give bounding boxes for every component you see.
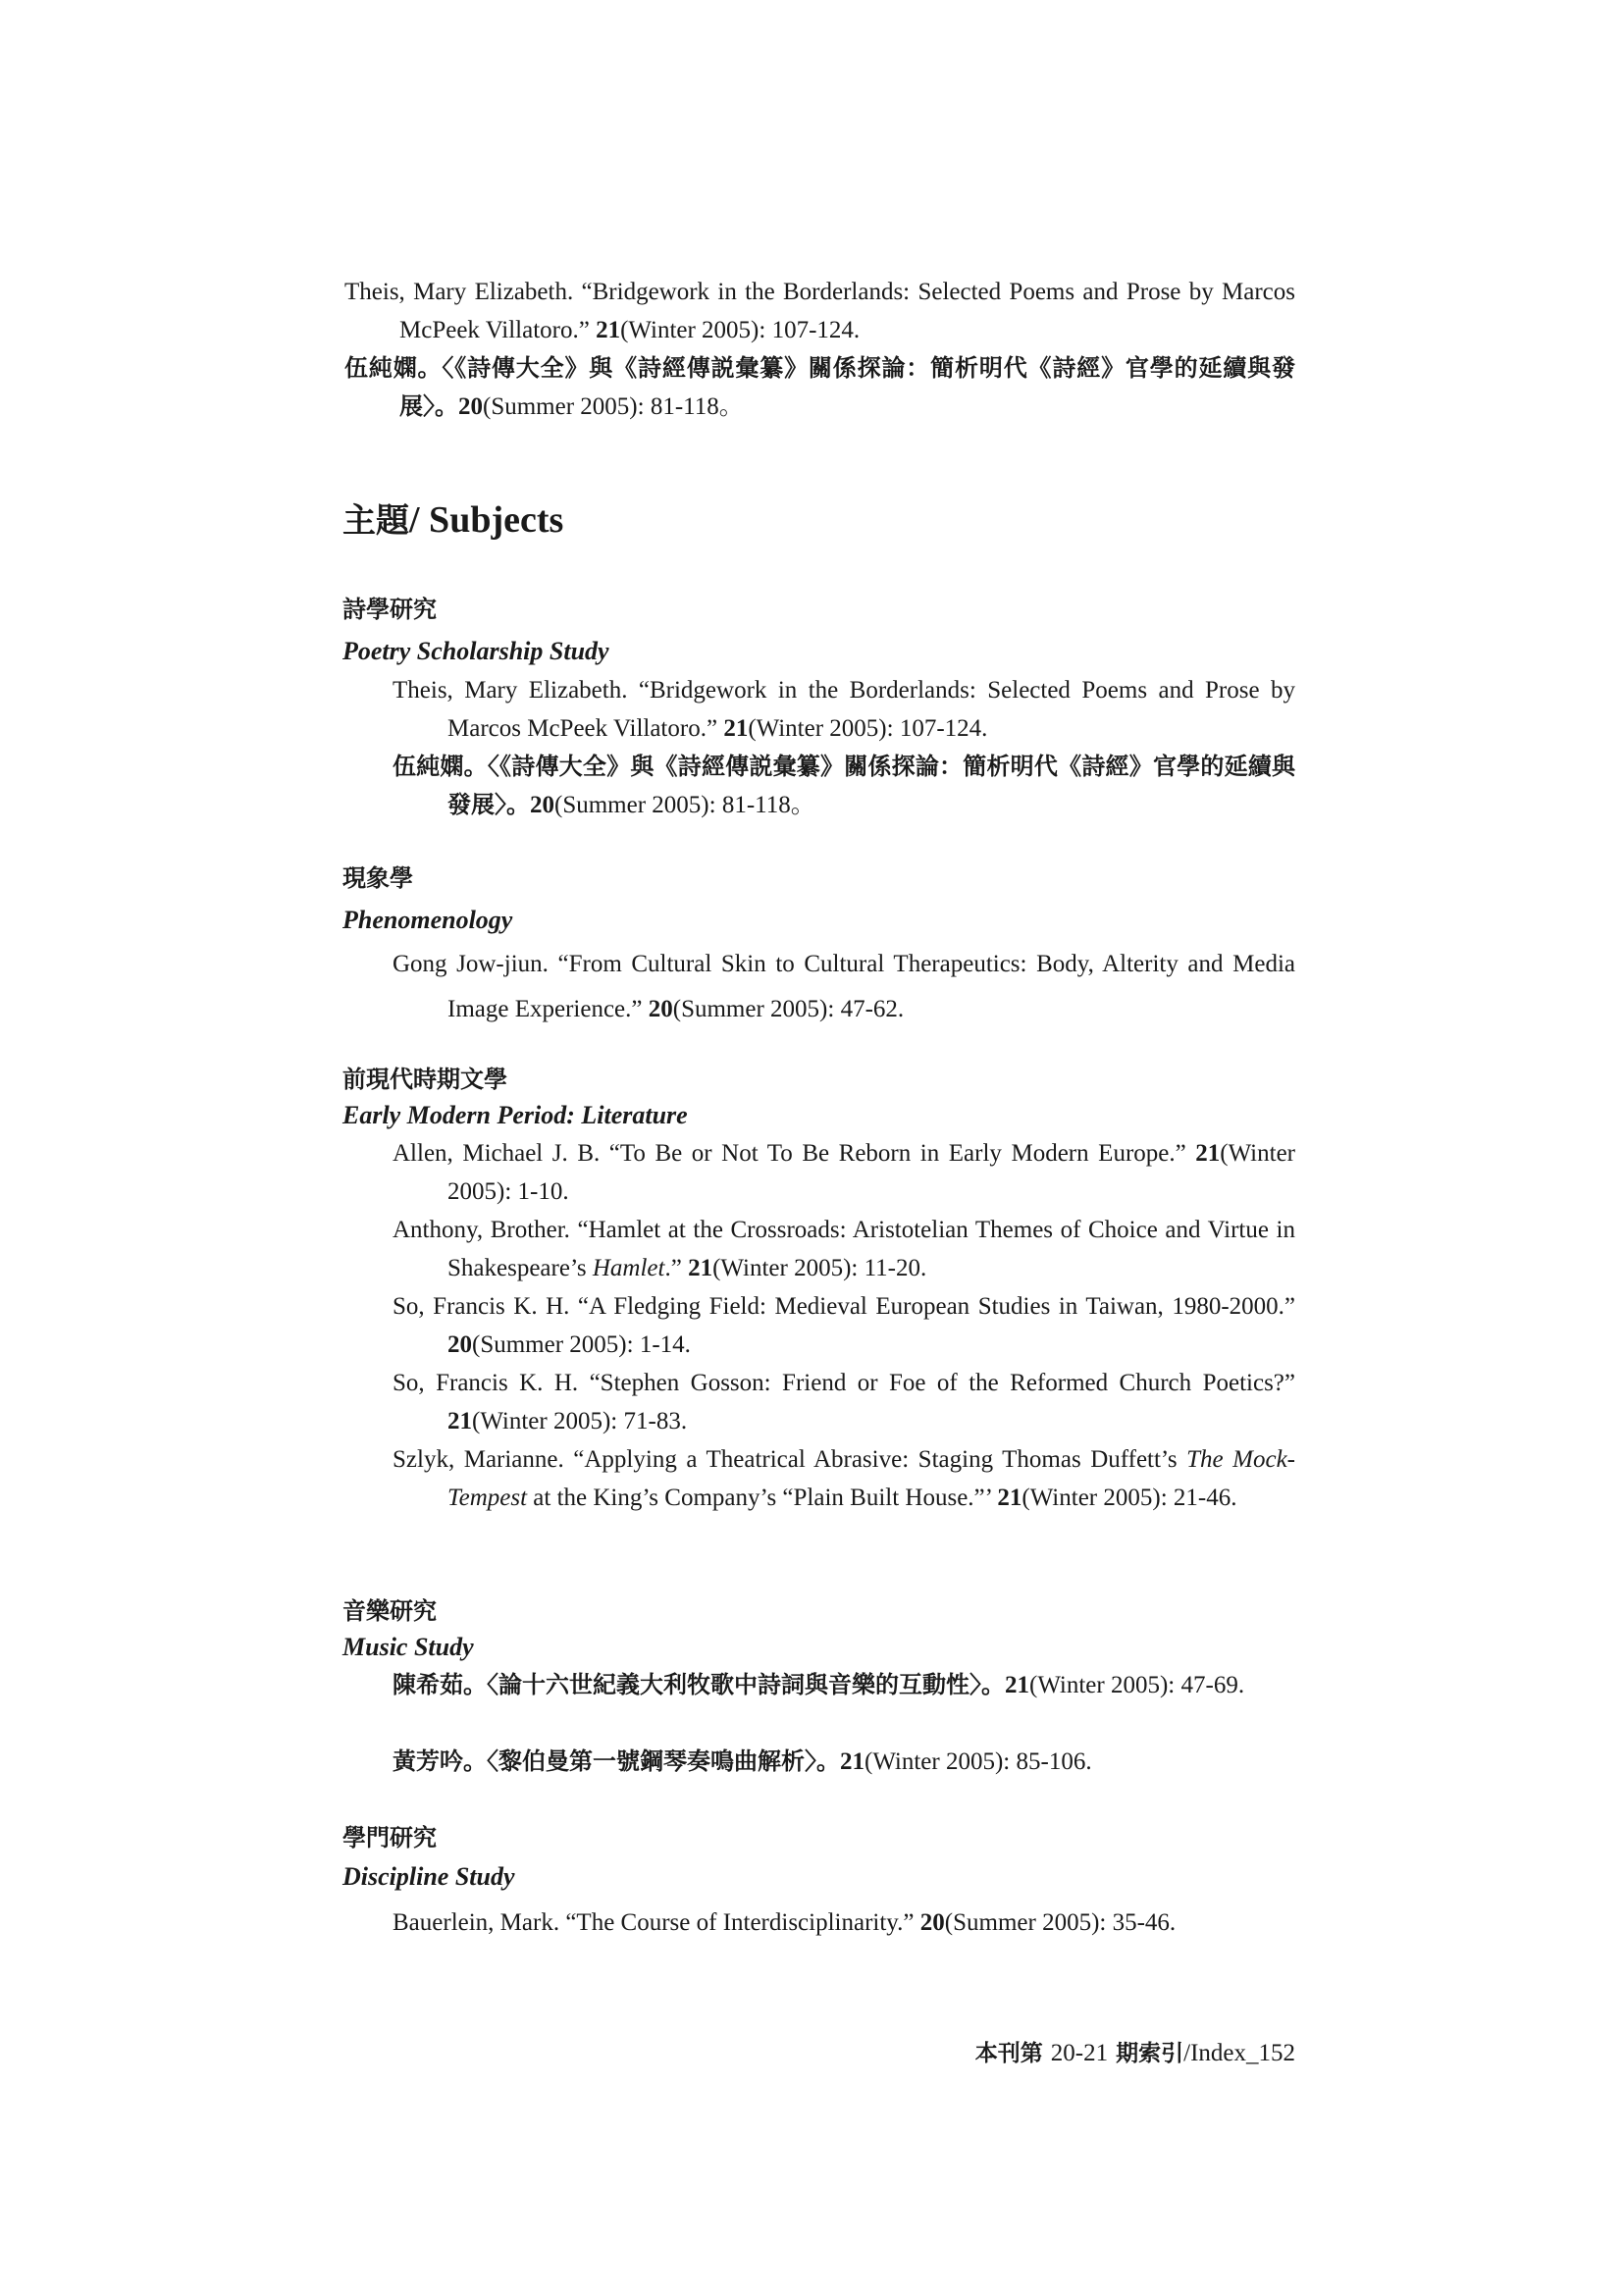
subject-heading-zh: 音樂研究 (342, 1597, 437, 1625)
entry-text: 伍純嫻。〈《詩傳大全》與《詩經傳説彙纂》關係探論：簡析明代《詩經》官學的延續與發展〉。 (344, 354, 1295, 420)
subject-heading-en: Phenomenology (342, 906, 513, 934)
bib-entry (393, 942, 1295, 1032)
entry-volume: 21 (997, 1485, 1022, 1511)
subject-heading-en: Music Study (342, 1633, 474, 1661)
entry-details: (Winter 2005): 107-124. (620, 317, 861, 343)
entry-volume: 21 (1195, 1140, 1221, 1167)
subject-heading-en: Discipline Study (342, 1862, 515, 1891)
footer-index: /Index_152 (1183, 2040, 1295, 2066)
entry-details: (Summer 2005): 81-118。 (483, 393, 744, 420)
entry-volume: 21 (688, 1255, 713, 1281)
subject-heading-en: Poetry Scholarship Study (342, 637, 609, 665)
subject-heading-zh: 詩學研究 (342, 596, 437, 623)
entry-details: (Winter 2005): 47-69. (1029, 1672, 1245, 1698)
entry-details: (Summer 2005): 1-14. (472, 1331, 691, 1358)
entry-text: Bauerlein, Mark. “The Course of Interdisciplinarity.” (393, 1909, 920, 1936)
bib-entry (393, 1364, 1295, 1440)
section-heading-zh: 主題 (342, 501, 409, 541)
entry-text: So, Francis K. H. “Stephen Gosson: Friend or Foe of the Reformed Church Poetics?” (393, 1370, 1295, 1396)
entry-volume: 20 (530, 792, 554, 818)
entry-italic-title: Hamlet (592, 1255, 665, 1281)
subject-heading-zh: 前現代時期文學 (342, 1066, 507, 1093)
bib-entry (393, 1134, 1295, 1211)
entry-details: (Summer 2005): 35-46. (944, 1909, 1177, 1936)
entry-details: (Winter 2005): 71-83. (472, 1408, 688, 1434)
bib-entry (393, 1743, 1295, 1781)
bib-entry (344, 349, 1295, 426)
entry-volume: 21 (723, 715, 749, 742)
bib-entry (344, 273, 1295, 349)
bib-entry (393, 1211, 1295, 1287)
entry-text: Theis, Mary Elizabeth. “Bridgework in the Borderlands: Selected Poems and Prose by Marcos McPeek Villatoro.” (393, 677, 1295, 742)
entry-details: (Winter 2005): 1-10. (447, 1140, 1295, 1205)
subject-heading-en: Early Modern Period: Literature (342, 1101, 688, 1129)
entry-details: (Winter 2005): 85-106. (864, 1748, 1092, 1775)
entry-details: (Summer 2005): 81-118。 (554, 792, 815, 818)
entry-volume: 20 (648, 996, 673, 1022)
entry-volume: 20 (458, 393, 483, 420)
entry-details: (Summer 2005): 47-62. (672, 996, 905, 1022)
entry-text: Allen, Michael J. B. “To Be or Not To Be Reborn in Early Modern Europe.” (393, 1140, 1196, 1167)
entry-italic-title: The Mock-Tempest (447, 1446, 1296, 1511)
footer-zh-prefix: 本刊第 (974, 2041, 1051, 2066)
entry-text: Anthony, Brother. “Hamlet at the Crossroads: Aristotelian Themes of Choice and Virtue in Shakespeare’s (393, 1217, 1295, 1281)
subject-heading-zh: 現象學 (342, 864, 413, 892)
entry-volume: 20 (447, 1331, 472, 1358)
footer-zh-suffix: 期索引 (1108, 2041, 1184, 2066)
entry-details: (Winter 2005): 107-124. (748, 715, 988, 742)
entry-text: 伍純嫻。〈《詩傳大全》與《詩經傳説彙纂》關係探論：簡析明代《詩經》官學的延續與發展〉。 (393, 753, 1295, 818)
entry-text-cont: .” (664, 1255, 689, 1281)
entry-details: (Winter 2005): 21-46. (1022, 1485, 1237, 1511)
bib-entry (393, 1666, 1295, 1704)
entry-volume: 21 (1005, 1672, 1029, 1698)
subject-heading-zh: 學門研究 (342, 1824, 437, 1851)
entry-text: So, Francis K. H. “A Fledging Field: Medieval European Studies in Taiwan, 1980-2000.” (393, 1293, 1295, 1320)
entry-text-cont: at the King’s Company’s “Plain Built House.”’ (527, 1485, 998, 1511)
entry-text: 陳希茹。〈論十六世紀義大利牧歌中詩詞與音樂的互動性〉。 (393, 1671, 1005, 1698)
entry-volume: 21 (447, 1408, 472, 1434)
entry-text: Gong Jow-jiun. “From Cultural Skin to Cultural Therapeutics: Body, Alterity and Media Image Experience.” (393, 951, 1295, 1022)
entry-details: (Winter 2005): 11-20. (712, 1255, 927, 1281)
entry-text: Theis, Mary Elizabeth. “Bridgework in the Borderlands: Selected Poems and Prose by Marcos McPeek Villatoro.” (344, 279, 1295, 343)
entry-text: 黃芳吟。〈黎伯曼第一號鋼琴奏鳴曲解析〉。 (393, 1747, 840, 1775)
section-heading (342, 496, 563, 545)
bib-entry (393, 1903, 1295, 1942)
page-footer (975, 2037, 1295, 2070)
bib-entry (393, 748, 1295, 824)
bib-entry (393, 1440, 1296, 1517)
section-heading-en: / Subjects (409, 499, 564, 541)
footer-range: 20-21 (1050, 2040, 1109, 2066)
entry-text: Szlyk, Marianne. “Applying a Theatrical Abrasive: Staging Thomas Duffett’s (393, 1446, 1187, 1473)
bib-entry (393, 1287, 1295, 1364)
entry-volume: 21 (840, 1748, 864, 1775)
entry-volume: 20 (919, 1909, 945, 1936)
bib-entry (393, 671, 1295, 748)
entry-volume: 21 (596, 317, 621, 343)
